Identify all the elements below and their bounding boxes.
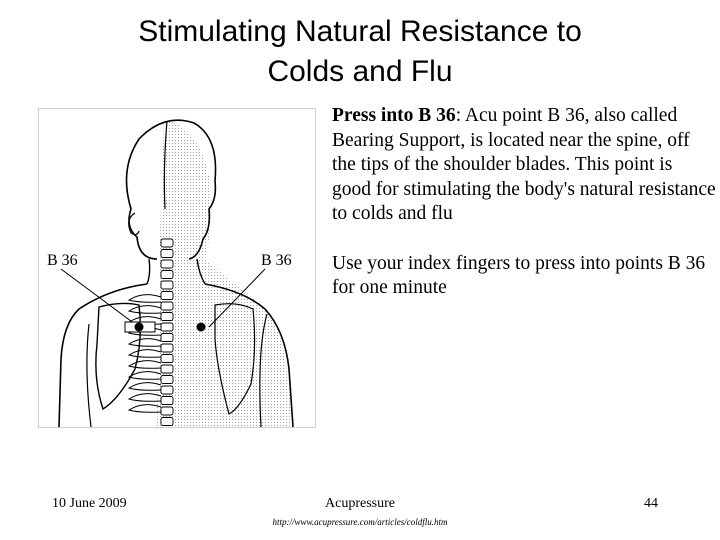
slide-title [0, 12, 720, 92]
vertebra [161, 365, 173, 373]
vertebra [161, 355, 173, 363]
rib [129, 372, 161, 380]
acupoint-b36-right-marker [197, 323, 206, 332]
source-url: http://www.acupressure.com/articles/coldflu.htm [272, 517, 448, 527]
rib [129, 383, 161, 391]
vertebra [161, 313, 173, 321]
shaded-body-half [157, 119, 295, 427]
vertebra [161, 334, 173, 342]
rib [129, 394, 161, 402]
back-anatomy-illustration [38, 108, 316, 428]
lead-heading: Press into B 36 [332, 105, 456, 126]
vertebra [161, 302, 173, 310]
vertebra [161, 323, 173, 331]
lead-colon: : [455, 105, 462, 126]
vertebra [161, 250, 173, 258]
back-anatomy-drawing [39, 109, 315, 427]
acupoint-b36-left-marker [135, 323, 144, 332]
rib [129, 295, 161, 303]
vertebra [161, 239, 173, 247]
vertebra [161, 397, 173, 405]
point-description: Acu point B 36, also called Bearing Support, is located near the spine, off the tips of the shoulder blades. This point is good for stimulating the body's natural resistance to colds and flu [332, 105, 716, 224]
rib [129, 405, 161, 413]
vertebra [161, 292, 173, 300]
vertebra [161, 376, 173, 384]
description-block [332, 104, 716, 301]
vertebra [161, 281, 173, 289]
vertebra [161, 386, 173, 394]
footer-date: 10 June 2009 [52, 496, 127, 511]
acupoint-label-right: B 36 [261, 252, 292, 269]
rib [129, 350, 161, 358]
page-number: 44 [644, 496, 658, 511]
description-paragraph [332, 104, 716, 227]
rib [129, 339, 161, 347]
slide-title-line-2: Colds and Flu [267, 55, 453, 88]
vertebra [161, 260, 173, 268]
instruction-paragraph: Use your index fingers to press into points B 36 for one minute [332, 252, 706, 298]
footer-title: Acupressure [325, 496, 395, 511]
slide-title-line-1: Stimulating Natural Resistance to [138, 15, 582, 48]
vertebra [161, 271, 173, 279]
rib [129, 306, 161, 314]
vertebra [161, 407, 173, 415]
rib [129, 361, 161, 369]
vertebra [161, 344, 173, 352]
left-ribs [129, 295, 161, 413]
vertebra [161, 418, 173, 426]
acupoint-label-left: B 36 [47, 252, 78, 269]
